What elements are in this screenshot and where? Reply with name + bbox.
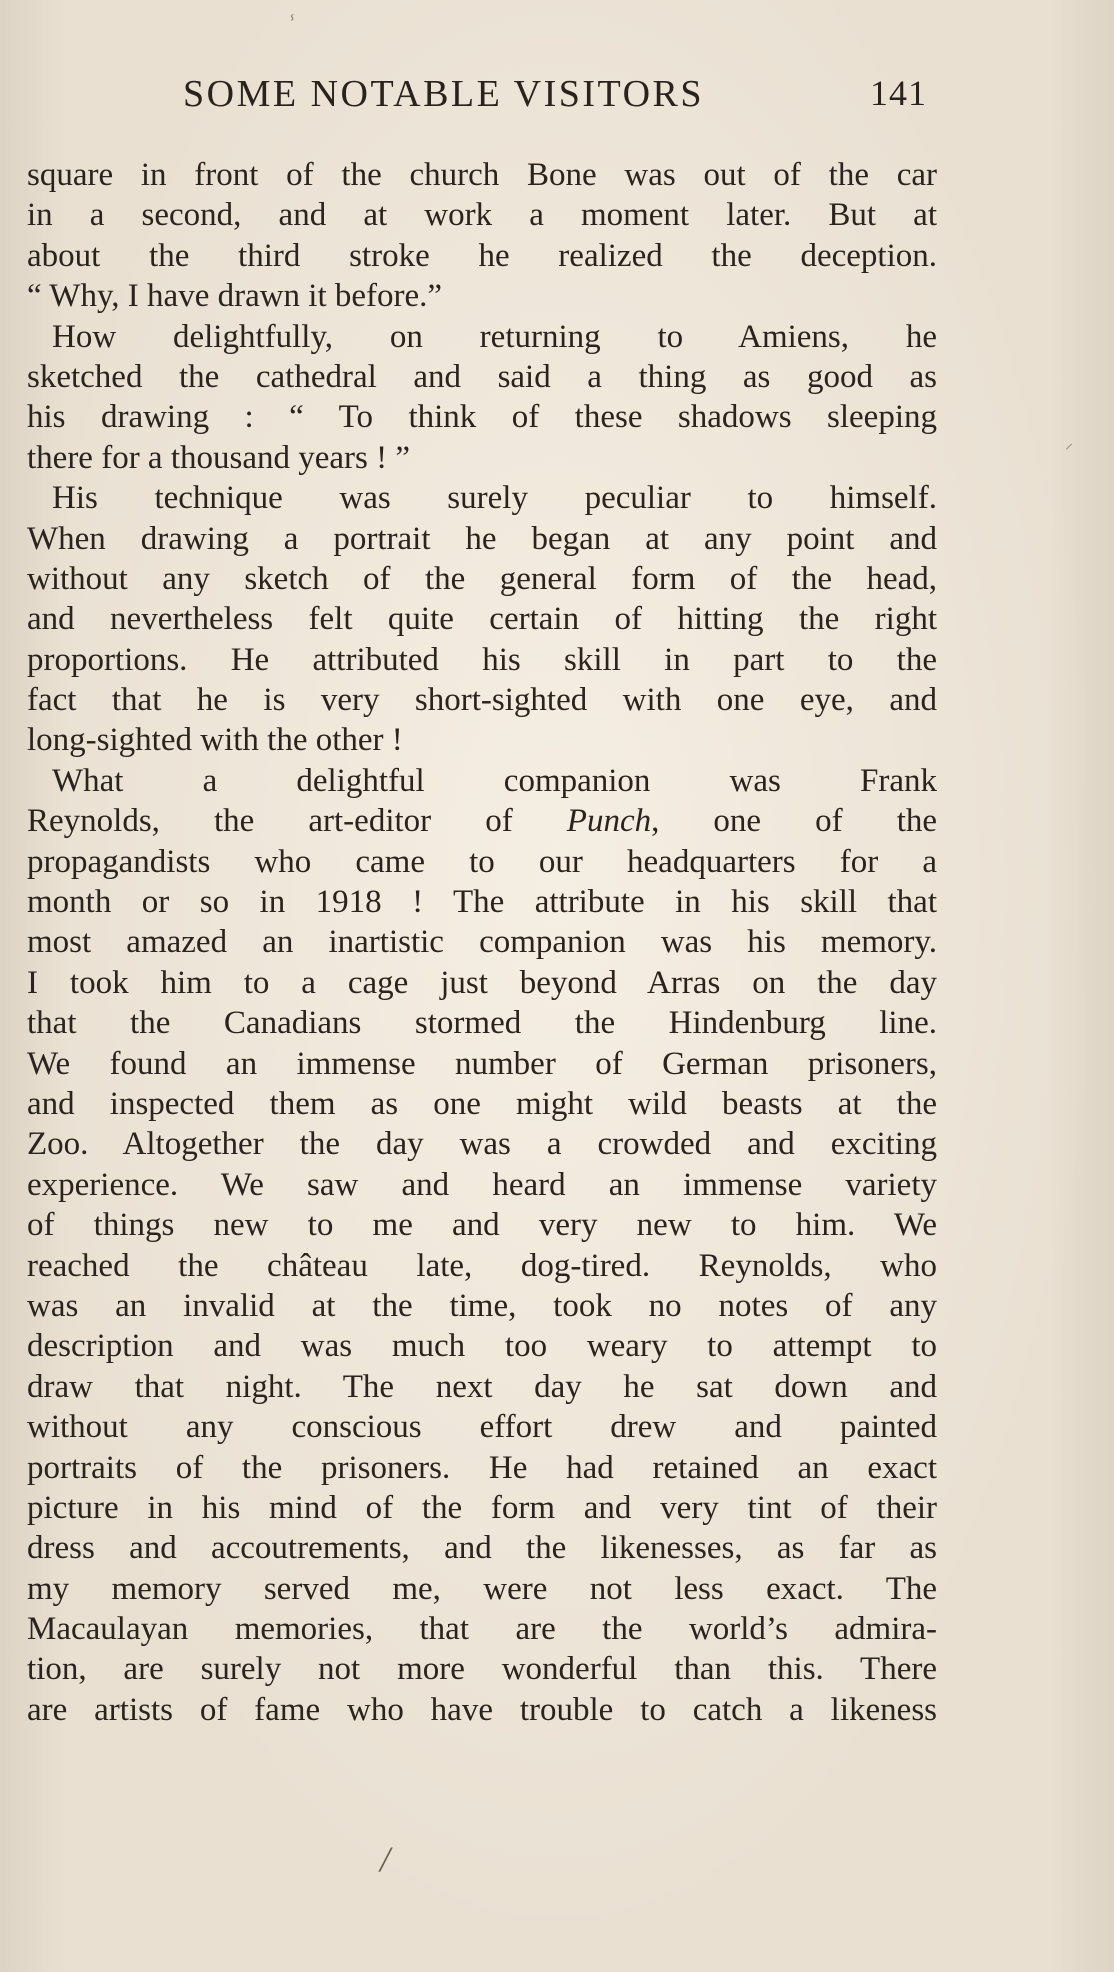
text-line: proportions. He attributed his skill in part to the	[27, 641, 937, 678]
text-line: description and was much too weary to attempt to	[27, 1328, 937, 1365]
text-line: and inspected them as one might wild beasts at the	[27, 1085, 937, 1122]
text-line: dress and accoutrements, and the likenesses, as far as	[27, 1530, 937, 1567]
text-line: We found an immense number of German prisoners,	[27, 1045, 937, 1082]
text-line: portraits of the prisoners. He had retained an exact	[27, 1449, 937, 1486]
italic-title: Punch	[566, 803, 652, 840]
running-head	[40, 72, 930, 132]
page-blemish-top: ⸯ	[287, 16, 298, 36]
text-line: propagandists who came to our headquarters for a	[27, 843, 937, 880]
text-line: experience. We saw and heard an immense variety	[27, 1166, 937, 1203]
page-number: 141	[870, 73, 927, 113]
text-line: and nevertheless felt quite certain of hitting the right	[27, 601, 937, 638]
text-line: month or so in 1918 ! The attribute in his skill that	[27, 884, 937, 921]
text-line: there for a thousand years ! ”	[27, 439, 410, 476]
text-line: his drawing : “ To think of these shadows sleeping	[27, 399, 937, 436]
text-line: Macaulayan memories, that are the world’s admira-	[27, 1611, 937, 1648]
text-line: reached the château late, dog-tired. Reynolds, who	[27, 1247, 937, 1284]
text-line: was an invalid at the time, took no notes of any	[27, 1287, 937, 1324]
running-title: SOME NOTABLE VISITORS	[183, 73, 704, 115]
text-line: picture in his mind of the form and very tint of their	[27, 1489, 937, 1526]
text-line: about the third stroke he realized the deception.	[27, 237, 937, 274]
text-line: my memory served me, were not less exact. The	[27, 1570, 937, 1607]
text-line: that the Canadians stormed the Hindenburg line.	[27, 1005, 937, 1042]
page-blemish-bottom: /	[380, 1839, 391, 1879]
text-line: Reynolds, the art-editor of Punch, one of the	[27, 803, 938, 840]
text-line: draw that night. The next day he sat down and	[27, 1368, 937, 1405]
text-line: long-sighted with the other !	[27, 722, 403, 759]
text-line: Zoo. Altogether the day was a crowded and exciting	[27, 1126, 937, 1163]
text-line: sketched the cathedral and said a thing as good as	[27, 358, 937, 395]
body-text	[27, 155, 937, 1730]
text-line: most amazed an inartistic companion was his memory.	[27, 924, 937, 961]
text-line: square in front of the church Bone was out of the car	[27, 157, 937, 193]
text-line: without any conscious effort drew and painted	[27, 1409, 937, 1446]
text-line: are artists of fame who have trouble to catch a likeness	[27, 1691, 937, 1728]
text-line: How delightfully, on returning to Amiens, he	[52, 318, 937, 355]
text-line: tion, are surely not more wonderful than this. There	[27, 1651, 937, 1688]
text-line: without any sketch of the general form of the head,	[27, 560, 937, 597]
text-line: of things new to me and very new to him. We	[27, 1207, 937, 1244]
text-line: in a second, and at work a moment later. But at	[27, 197, 937, 234]
text-line: I took him to a cage just beyond Arras on the day	[27, 964, 937, 1001]
text-line: His technique was surely peculiar to himself.	[52, 480, 937, 517]
page-blemish-side: ⸍	[1065, 442, 1074, 459]
text-line: When drawing a portrait he began at any point and	[27, 520, 937, 557]
text-line: fact that he is very short-sighted with one eye, and	[27, 682, 937, 719]
text-line: What a delightful companion was Frank	[52, 762, 937, 799]
text-line: “ Why, I have drawn it before.”	[27, 278, 443, 315]
